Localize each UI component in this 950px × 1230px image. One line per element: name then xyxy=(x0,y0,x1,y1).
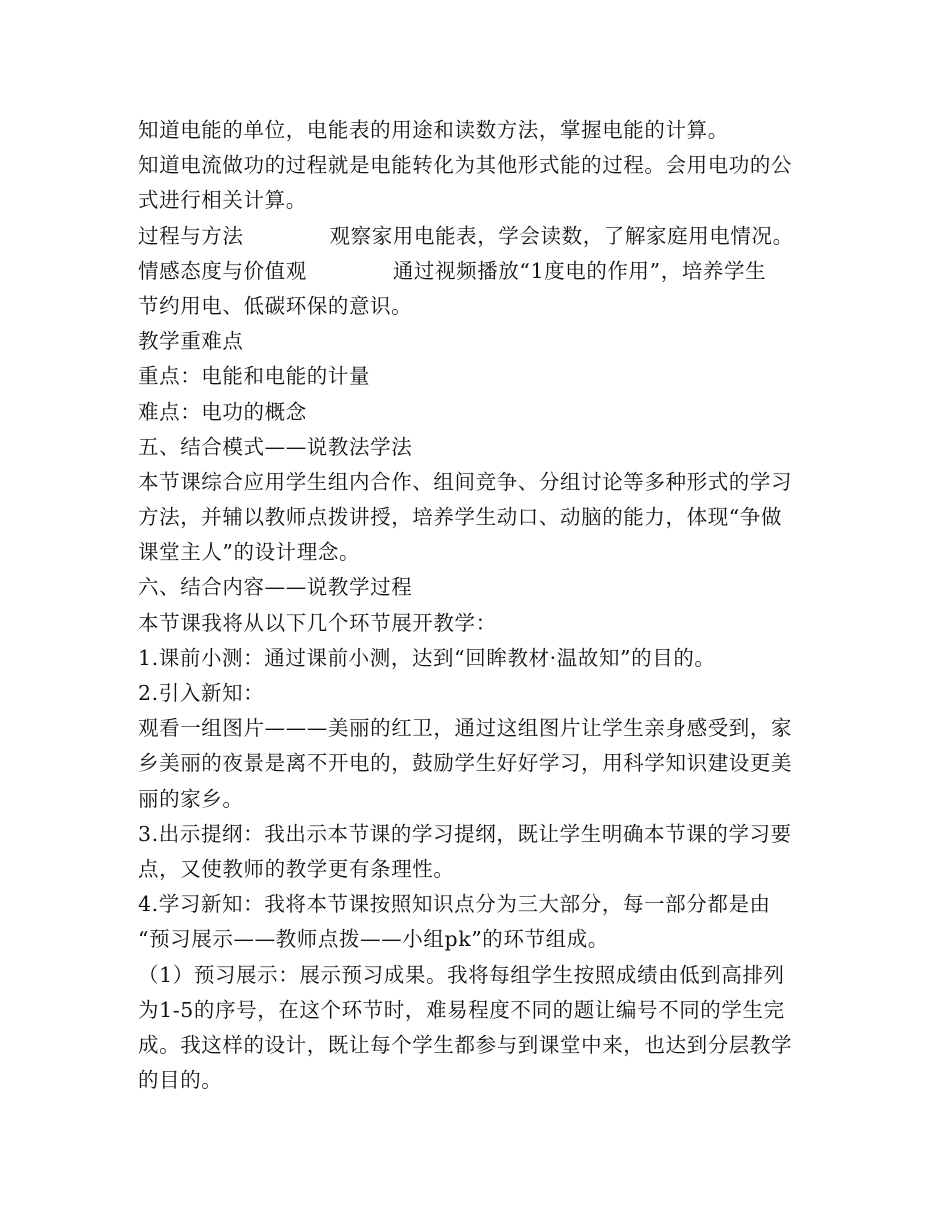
paragraph-line: 的目的。 xyxy=(138,1068,223,1093)
section-heading: 五、结合模式——说教法学法 xyxy=(138,434,413,459)
paragraph-line: 观看一组图片———美丽的红卫，通过这组图片让学生亲身感受到，家 xyxy=(138,716,793,741)
paragraph-line: 点，又使教师的教学更有条理性。 xyxy=(138,856,455,881)
paragraph-line: 知道电流做功的过程就是电能转化为其他形式能的过程。会用电功的公 xyxy=(138,153,793,178)
paragraph-line: 为1-5的序号，在这个环节时，难易程度不同的题让编号不同的学生完 xyxy=(138,997,785,1022)
list-item: 4.学习新知：我将本节课按照知识点分为三大部分，每一部分都是由 xyxy=(138,892,771,917)
paragraph-line: 节约用电、低碳环保的意识。 xyxy=(138,293,413,318)
paragraph-line: 方法，并辅以教师点拨讲授，培养学生动口、动脑的能力，体现“争做 xyxy=(138,505,783,530)
emotion-values-line xyxy=(138,254,818,289)
paragraph-line: “预习展示——教师点拨——小组pk”的环节组成。 xyxy=(138,927,609,952)
paragraph-line: 成。我这样的设计，既让每个学生都参与到课堂中来，也达到分层教学 xyxy=(138,1032,793,1057)
key-point: 重点：电能和电能的计量 xyxy=(138,364,371,389)
section-heading: 六、结合内容——说教学过程 xyxy=(138,575,413,600)
list-item: 1.课前小测：通过课前小测，达到“回眸教材·温故知”的目的。 xyxy=(138,645,716,670)
document-body xyxy=(138,113,818,1098)
process-method-label: 过程与方法 xyxy=(138,223,244,248)
paragraph-line: 本节课综合应用学生组内合作、组间竞争、分组讨论等多种形式的学习 xyxy=(138,469,793,494)
process-method-text: 观察家用电能表，学会读数，了解家庭用电情况。 xyxy=(329,223,794,248)
paragraph-line: 本节课我将从以下几个环节展开教学： xyxy=(138,610,497,635)
paragraph-line: 式进行相关计算。 xyxy=(138,188,307,213)
difficult-point: 难点：电功的概念 xyxy=(138,399,307,424)
section-heading: 教学重难点 xyxy=(138,329,244,354)
sub-item: （1）预习展示：展示预习成果。我将每组学生按照成绩由低到高排列 xyxy=(138,962,785,987)
paragraph-line: 课堂主人”的设计理念。 xyxy=(138,540,361,565)
list-item: 2.引入新知： xyxy=(138,681,265,705)
paragraph-line: 乡美丽的夜景是离不开电的，鼓励学生好好学习，用科学知识建设更美 xyxy=(138,751,793,776)
list-item: 3.出示提纲：我出示本节课的学习提纲，既让学生明确本节课的学习要 xyxy=(138,821,792,846)
paragraph-line: 丽的家乡。 xyxy=(138,786,244,811)
emotion-values-text: 通过视频播放“1度电的作用”，培养学生 xyxy=(392,258,767,283)
process-method-line xyxy=(138,219,818,254)
paragraph-line: 知道电能的单位，电能表的用途和读数方法，掌握电能的计算。 xyxy=(138,118,729,142)
emotion-values-label: 情感态度与价值观 xyxy=(138,258,307,283)
